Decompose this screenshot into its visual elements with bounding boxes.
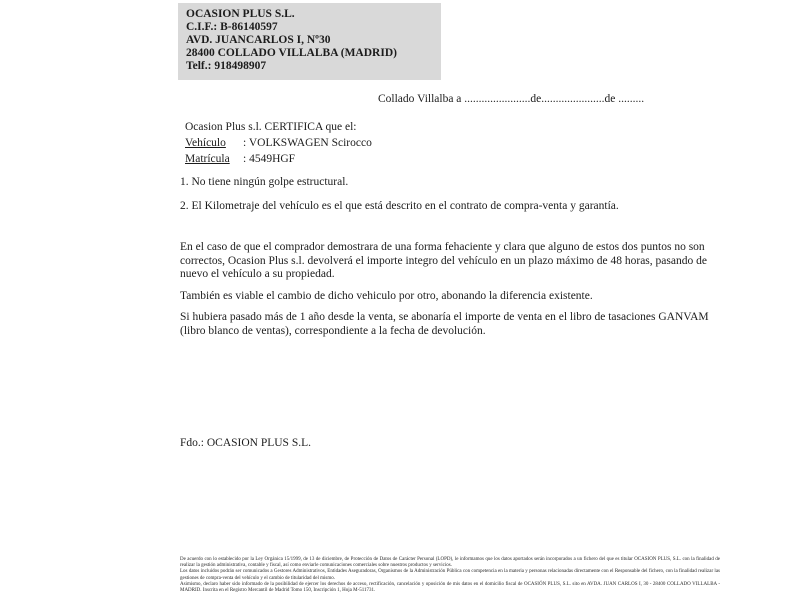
- certification-block: [185, 119, 372, 167]
- certify-intro: Ocasion Plus s.l. CERTIFICA que el:: [185, 121, 357, 133]
- plate-label: Matrícula: [185, 153, 230, 165]
- numbered-item: 1. No tiene ningún golpe estructural.: [180, 176, 349, 188]
- legal-footer-paragraph: Asimismo, declaro haber sido informado de la posibilidad de ejercer los derechos de acceso, rectificación, cancelación y oposición de mis datos en el domicilio fiscal de OCASIÓN PLUS, S.L. sito en AVDA. JUAN CARLOS I, 30 - 28400 COLLADO VILLALBA - MADRID. Inscrita en el Registro Mercantil de Madrid Tomo 150, Inscripción 1, Hoja M-511731.: [180, 581, 720, 594]
- date-line: Collado Villalba a .......................de......................de .........: [378, 93, 645, 105]
- vehicle-label: Vehículo: [185, 137, 226, 149]
- company-header-line: 28400 COLLADO VILLALBA (MADRID): [186, 47, 397, 59]
- legal-footer-paragraph: Los datos incluidos podrán ser comunicados a Gestores Administrativos, Entidades Aseguradoras, Organismos de la Administración Pública con competencia en la materia y personas relacionadas directamente con el Responsable del fichero, con la finalidad realizar las gestiones de compra-venta del vehículo y el cambio de titularidad del mismo.: [180, 569, 720, 581]
- numbered-items: [180, 176, 725, 223]
- signature-line: Fdo.: OCASION PLUS S.L.: [180, 437, 311, 449]
- vehicle-row: [185, 135, 372, 151]
- company-header-line: OCASION PLUS S.L.: [186, 8, 295, 20]
- body-paragraph: Si hubiera pasado más de 1 año desde la venta, se abonaría el importe de venta en el libro de tasaciones GANVAM (libro blanco de ventas), correspondiente a la fecha de devolución.: [180, 311, 709, 337]
- plate-row: [185, 151, 372, 167]
- company-header-line: C.I.F.: B-86140597: [186, 21, 278, 33]
- company-header-line: AVD. JUANCARLOS I, Nº30: [186, 34, 331, 46]
- company-header-block: [178, 3, 441, 80]
- legal-footer: [180, 557, 720, 594]
- numbered-item: 2. El Kilometraje del vehículo es el que está descrito en el contrato de compra-venta y garantía.: [180, 199, 619, 212]
- vehicle-value: : VOLKSWAGEN Scirocco: [243, 137, 372, 149]
- plate-value: : 4549HGF: [243, 153, 296, 165]
- company-header-line: Telf.: 918498907: [186, 60, 267, 72]
- body-paragraphs: [180, 241, 728, 346]
- legal-footer-paragraph: De acuerdo con lo establecido por la Ley Orgánica 15/1999, de 13 de diciembre, de Protección de Datos de Carácter Personal (LOPD), le informamos que los datos aportados serán incorporados a un fichero del que es titular OCASION PLUS, S.L. con la finalidad de realizar la gestión administrativa, contable y fiscal, así como enviarle comunicaciones comerciales sobre nuestros productos y servicios.: [180, 557, 720, 569]
- body-paragraph: En el caso de que el comprador demostrara de una forma fehaciente y clara que alguno de estos dos puntos no son correctos, Ocasion Plus s.l. devolverá el importe integro del vehículo en un plazo máximo de 48 horas, pasando de nuevo el vehículo a su propiedad.: [180, 241, 707, 280]
- body-paragraph: También es viable el cambio de dicho vehiculo por otro, abonando la diferencia existente.: [180, 289, 593, 302]
